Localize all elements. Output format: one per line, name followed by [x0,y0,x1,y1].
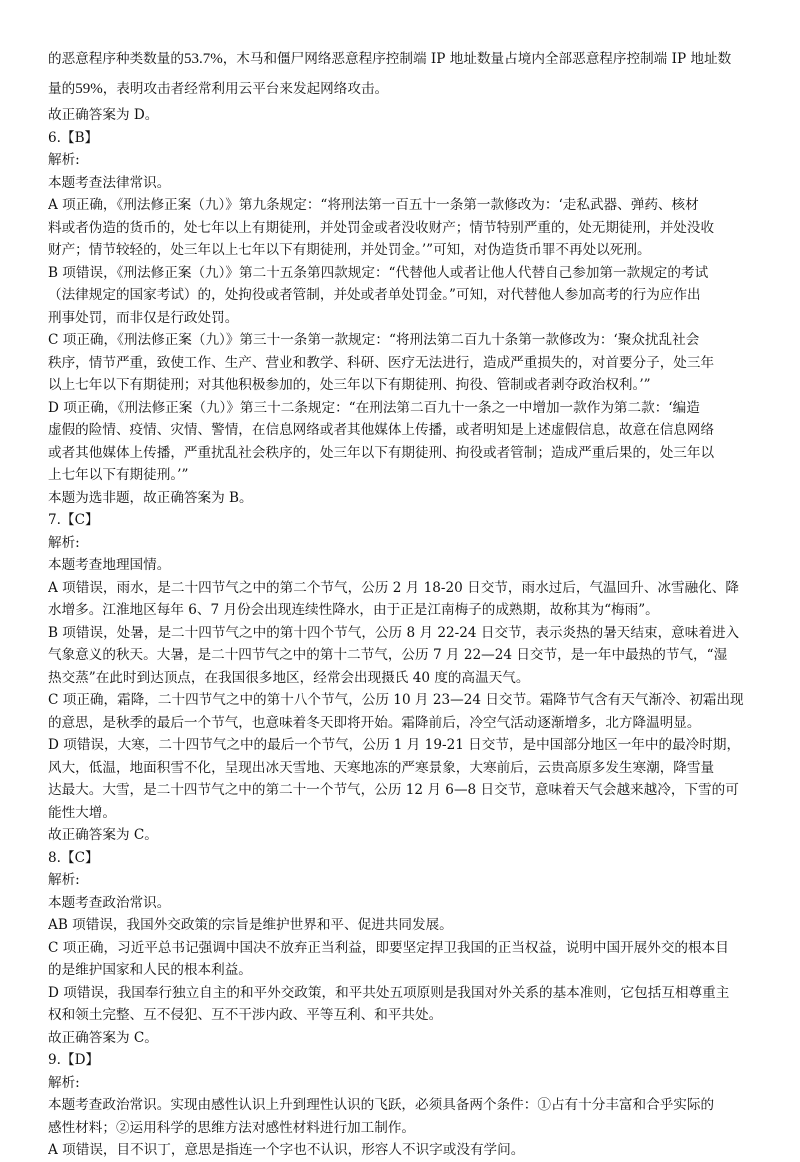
text-line: 故正确答案为 C。 [48,1029,158,1046]
text-line: 权和领土完整、互不侵犯、互不干涉内政、平等互利、和平共处。 [48,1007,443,1023]
text-line: 本题考查政治常识。 [48,894,171,911]
text-line: AB 项错误，我国外交政策的宗旨是维护世界和平、促进共同发展。 [48,917,453,933]
text-line: （法律规定的国家考试）的，处拘役或者管制，并处或者单处罚金。”可知，对代替他人参加高考的行为应作出 [48,287,701,303]
intro-line-2 [48,74,760,104]
text-line: 故正确答案为 C。 [48,827,158,843]
text-line: C 项正确，霜降，二十四节气之中的第十八个节气，公历 10 月 23—24 日交节。霜降节气含有天气渐冷、初霜出现 [48,692,744,708]
text-line: 本题考查法律常识。 [48,174,171,191]
explanation-body [48,127,760,1162]
text-line: 本题考查地理国情。 [48,557,171,573]
intro-text: ，木马和僵尸网络恶意程序控制端 IP 地址数量占境内全部恶意程序控制端 IP 地址数 [222,51,732,67]
text-line: 上七年以下有期徒刑。’” [48,467,189,483]
text-line: 解析: [48,872,80,888]
text-line: 的意思，是秋季的最后一个节气，也意味着冬天即将开始。霜降前后，冷空气活动逐渐增多，北方降温明显。 [48,714,701,731]
text-line: 热交蒸”在此时到达顶点，在我国很多地区，经常会出现摄氏 40 度的高温天气。 [48,669,530,686]
text-line: C 项正确，《刑法修正案（九）》第三十一条第一款规定：“将刑法第二百九十条第一款修改为：‘聚众扰乱社会 [48,332,700,348]
text-line: 水增多。江淮地区每年 6、7 月份会出现连续性降水，由于正是江南梅子的成熟期，故称其为“梅雨”。 [48,602,659,618]
text-line: 能性大增。 [48,804,116,821]
text-line: 达最大。大雪，是二十四节气之中的第二十一个节气，公历 12 月 6—8 日交节，意味着天气会越来越冷，下雪的可 [48,782,739,798]
text-line: 解析: [48,152,80,168]
text-line: 解析: [48,1074,80,1091]
intro-answer-line: 故正确答案为 D。 [48,107,159,123]
text-line: 刑事处罚，而非仅是行政处罚。 [48,309,239,326]
text-line: A 项错误，目不识丁，意思是指连一个字也不认识，形容人不识字或没有学问。 [48,1142,525,1158]
text-line: D 项错误，大寒，二十四节气之中的最后一个节气，公历 1 月 19-21 日交节，是中国部分地区一年中的最冷时期， [48,737,741,753]
text-line: 虚假的险情、疫情、灾情、警情，在信息网络或者其他媒体上传播，或者明知是上述虚假信息，故意在信息网络 [48,422,715,438]
text-line: 本题为选非题，故正确答案为 B。 [48,489,253,506]
intro-text: ，表明攻击者经常利用云平台来发起网络攻击。 [102,81,389,97]
text-line: 9.【D】 [48,1052,100,1068]
text-line: A 项正确，《刑法修正案（九）》第九条规定：“将刑法第一百五十一条第一款修改为：‘走私武器、弹药、核材 [48,197,699,213]
text-line: 8.【C】 [48,849,99,866]
text-line: 财产；情节较轻的，处三年以上七年以下有期徒刑，并处罚金。’”可知，对伪造货币罪不再处以死刑。 [48,242,651,258]
text-line: 感性材料；②运用科学的思维方法对感性材料进行加工制作。 [48,1119,416,1136]
percent-value: 59% [75,81,103,97]
percent-value: 53.7% [183,51,223,67]
text-line: 秩序，情节严重，致使工作、生产、营业和教学、科研、医疗无法进行，造成严重损失的，对首要分子，处三年 [48,354,715,371]
text-line: 的是维护国家和人民的根本利益。 [48,962,252,978]
text-line: B 项错误，《刑法修正案（九）》第二十五条第四款规定：“代替他人或者让他人代替自己参加第一款规定的考试 [48,264,709,281]
text-line: D 项正确，《刑法修正案（九）》第三十二条规定：“在刑法第二百九十一条之一中增加一款作为第二款：‘编造 [48,399,700,416]
intro-text: 量的 [48,81,76,97]
text-line: 6.【B】 [48,129,99,146]
text-line: A 项错误，雨水，是二十四节气之中的第二个节气，公历 2 月 18-20 日交节，雨水过后，气温回升、冰雪融化、降 [48,579,739,596]
text-line: 本题考查政治常识。实现由感性认识上升到理性认识的飞跃，必须具备两个条件：①占有十分丰富和合乎实际的 [48,1097,715,1113]
text-line: 风大，低温，地面积雪不化，呈现出冰天雪地、天寒地冻的严寒景象，大寒前后，云贵高原多发生寒潮，降雪量 [48,759,715,776]
text-line: 气象意义的秋天。大暑，是二十四节气之中的第十二节气，公历 7 月 22—24 日交节，是一年中最热的节气，“湿 [48,647,728,663]
text-line: 以上七年以下有期徒刑；对其他积极参加的，处三年以下有期徒刑、拘役、管制或者剥夺政治权利。’” [48,377,651,393]
text-line: 或者其他媒体上传播，严重扰乱社会秩序的，处三年以下有期徒刑、拘役或者管制；造成严重后果的，处三年以 [48,444,715,461]
text-line: 料或者伪造的货币的，处七年以上有期徒刑，并处罚金或者没收财产；情节特别严重的，处无期徒刑，并处没收 [48,219,715,236]
answer-explanation-page [48,44,760,1162]
text-line: C 项正确，习近平总书记强调中国决不放弃正当利益，即要坚定捍卫我国的正当权益，说明中国开展外交的根本目 [48,939,729,956]
text-line: B 项错误，处暑，是二十四节气之中的第十四个节气，公历 8 月 22-24 日交节，表示炎热的暑天结束，意味着进入 [48,624,740,641]
text-line: D 项错误，我国奉行独立自主的和平外交政策，和平共处五项原则是我国对外关系的基本准则，它包括互相尊重主 [48,984,730,1001]
intro-text: 的恶意程序种类数量的 [48,51,184,67]
intro-line-1 [48,44,760,74]
text-line: 解析: [48,534,80,551]
text-line: 7.【C】 [48,512,99,528]
